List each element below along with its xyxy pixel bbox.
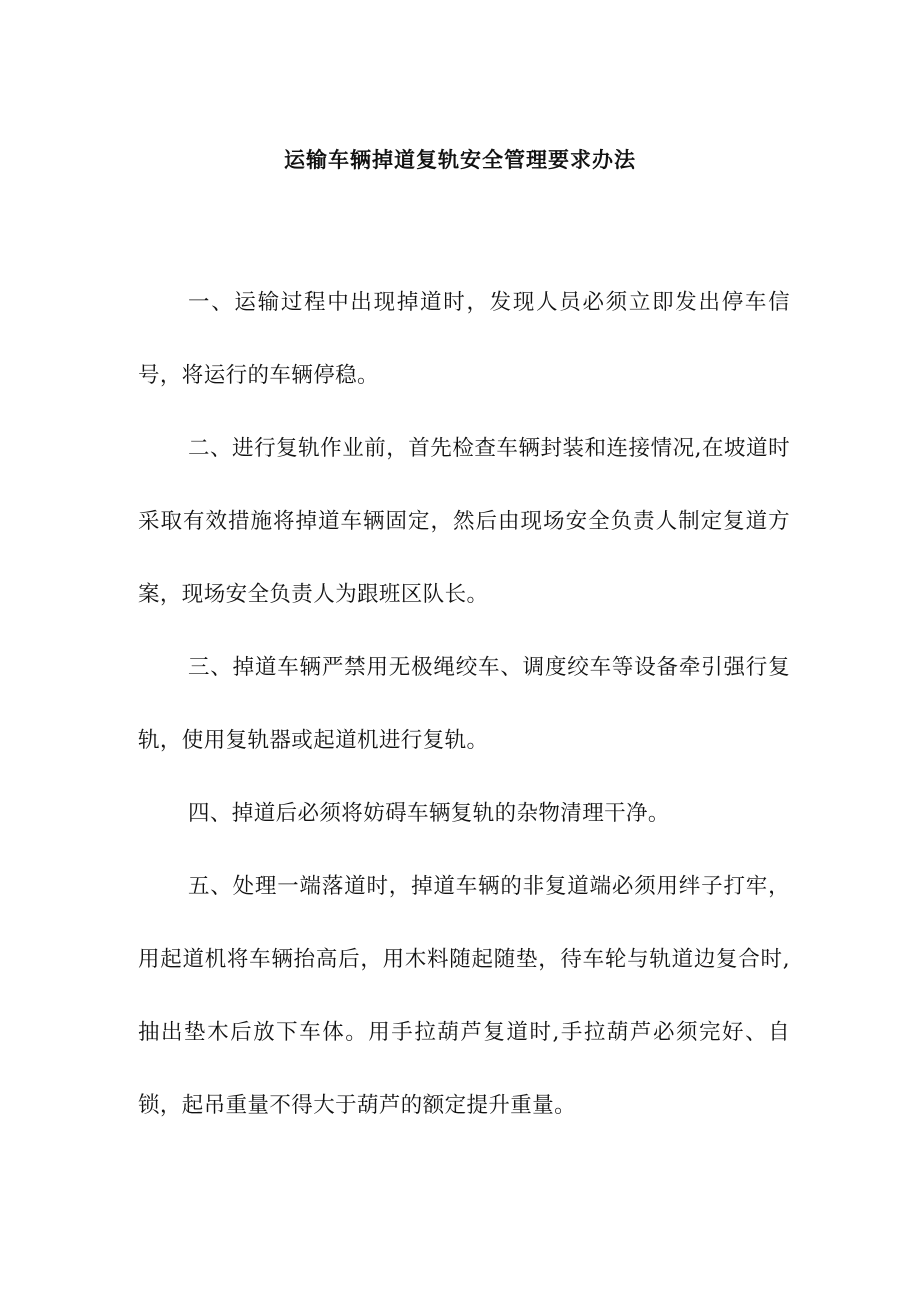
paragraph-4: 四、掉道后必须将妨碍车辆复轨的杂物清理干净。 [188,801,670,826]
document-title: 运输车辆掉道复轨安全管理要求办法 [284,147,636,172]
document-body [138,266,790,1142]
paragraph-5: 五、处理一端落道时，掉道车辆的非复道端必须用绊子打牢，用起道机将车辆抬高后，用木料随起随垫，待车轮与轨道边复合时,抽出垫木后放下车体。用手拉葫芦复道时,手拉葫芦必须完好、自锁，起吊重量不得大于葫芦的额定提升重量。 [138,874,790,1118]
paragraph-2: 二、进行复轨作业前，首先检查车辆封装和连接情况,在坡道时采取有效措施将掉道车辆固定，然后由现场安全负责人制定复道方案，现场安全负责人为跟班区队长。 [138,436,790,607]
paragraph-3: 三、掉道车辆严禁用无极绳绞车、调度绞车等设备牵引强行复轨，使用复轨器或起道机进行复轨。 [138,655,790,753]
paragraph-1: 一、运输过程中出现掉道时，发现人员必须立即发出停车信号，将运行的车辆停稳。 [138,290,790,388]
